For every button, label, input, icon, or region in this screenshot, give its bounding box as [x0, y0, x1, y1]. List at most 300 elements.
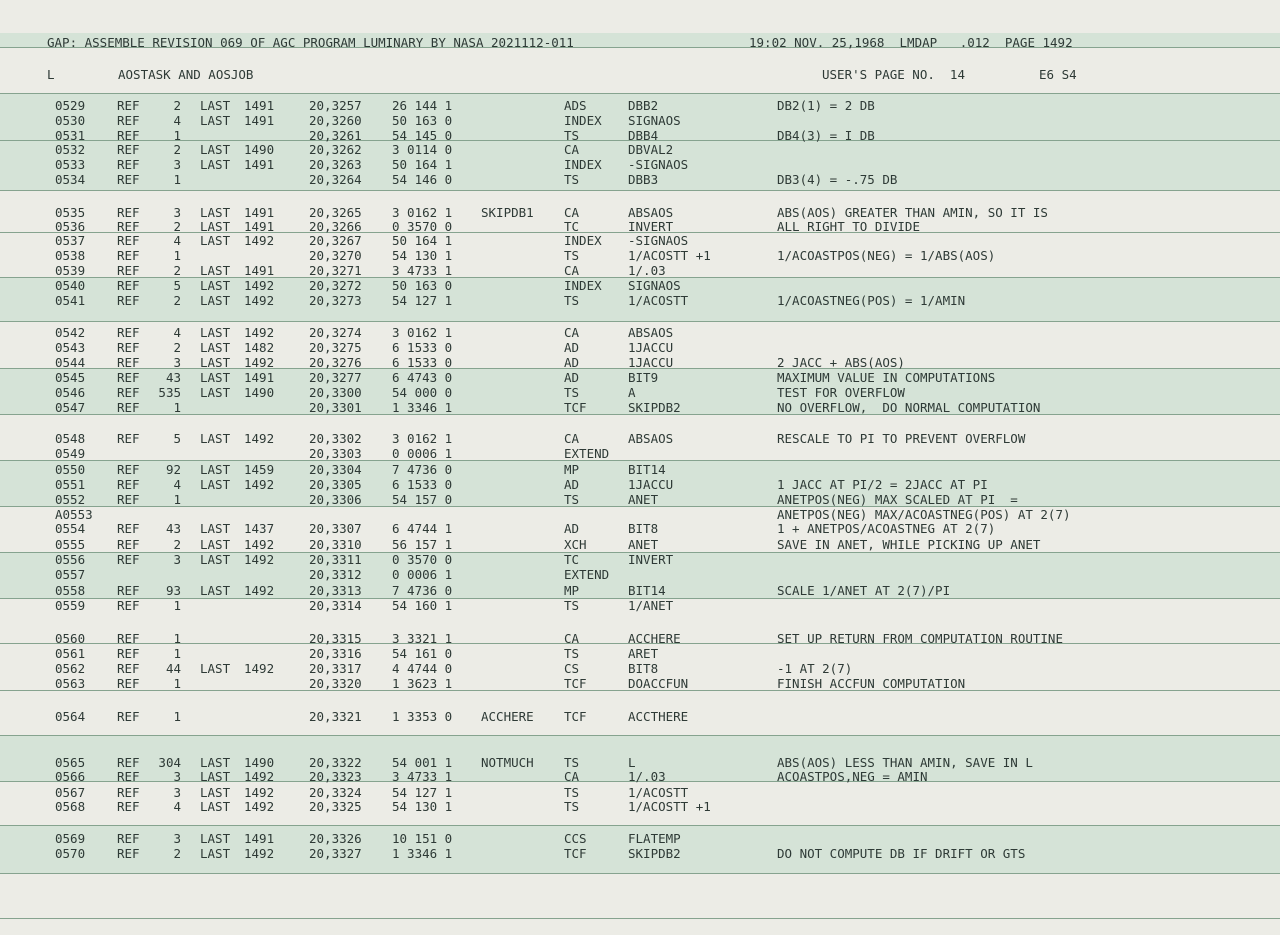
last-label: LAST — [200, 355, 231, 370]
line-number: 0569 — [55, 831, 86, 846]
opcode: CA — [564, 769, 580, 784]
paper-rule — [0, 93, 1280, 94]
opcode: TC — [564, 552, 580, 567]
operand: -SIGNAOS — [628, 157, 689, 172]
operand: BIT14 — [628, 462, 666, 477]
opcode: TS — [564, 646, 580, 661]
opcode: TCF — [564, 709, 587, 724]
last-page: 1492 — [244, 477, 275, 492]
address: 20,3301 — [309, 400, 362, 415]
machine-word: 10 151 0 — [392, 831, 453, 846]
last-label: LAST — [200, 431, 231, 446]
operand: 1JACCU — [628, 477, 674, 492]
address: 20,3274 — [309, 325, 362, 340]
ref-label: REF — [117, 676, 140, 691]
last-page: 1491 — [244, 205, 275, 220]
ref-count: 535 — [158, 385, 181, 400]
ref-label: REF — [117, 113, 140, 128]
ref-count: 43 — [165, 370, 181, 385]
address: 20,3276 — [309, 355, 362, 370]
last-page: 1492 — [244, 431, 275, 446]
comment: MAXIMUM VALUE IN COMPUTATIONS — [777, 370, 996, 385]
opcode: INDEX — [564, 233, 602, 248]
comment: ALL RIGHT TO DIVIDE — [777, 219, 920, 234]
address: 20,3316 — [309, 646, 362, 661]
last-label: LAST — [200, 477, 231, 492]
last-page: 1492 — [244, 785, 275, 800]
last-page: 1491 — [244, 831, 275, 846]
address: 20,3315 — [309, 631, 362, 646]
ref-count: 43 — [165, 521, 181, 536]
line-number: 0544 — [55, 355, 86, 370]
operand: BIT14 — [628, 583, 666, 598]
operand: 1/ACOSTT +1 — [628, 799, 711, 814]
ref-count: 3 — [173, 769, 181, 784]
machine-word: 54 001 1 — [392, 755, 453, 770]
comment: 1/ACOASTPOS(NEG) = 1/ABS(AOS) — [777, 248, 996, 263]
ref-label: REF — [117, 462, 140, 477]
comment: DB3(4) = -.75 DB — [777, 172, 898, 187]
line-number: 0535 — [55, 205, 86, 220]
operand: SIGNAOS — [628, 278, 681, 293]
machine-word: 54 157 0 — [392, 492, 453, 507]
ref-count: 3 — [173, 157, 181, 172]
opcode: CA — [564, 263, 580, 278]
opcode: INDEX — [564, 278, 602, 293]
opcode: CS — [564, 661, 580, 676]
machine-word: 54 130 1 — [392, 248, 453, 263]
line-number: 0533 — [55, 157, 86, 172]
operand: INVERT — [628, 219, 674, 234]
last-label: LAST — [200, 583, 231, 598]
opcode: TS — [564, 492, 580, 507]
line-number: 0539 — [55, 263, 86, 278]
address: 20,3322 — [309, 755, 362, 770]
last-page: 1492 — [244, 293, 275, 308]
line-number: 0532 — [55, 142, 86, 157]
paper-rule — [0, 918, 1280, 919]
address: 20,3326 — [309, 831, 362, 846]
address: 20,3265 — [309, 205, 362, 220]
ref-label: REF — [117, 400, 140, 415]
line-number: 0562 — [55, 661, 86, 676]
last-page: 1492 — [244, 552, 275, 567]
ref-label: REF — [117, 98, 140, 113]
line-number: 0554 — [55, 521, 86, 536]
operand: SIGNAOS — [628, 113, 681, 128]
line-number: 0568 — [55, 799, 86, 814]
last-label: LAST — [200, 799, 231, 814]
address: 20,3313 — [309, 583, 362, 598]
last-page: 1492 — [244, 661, 275, 676]
operand: ABSAOS — [628, 431, 674, 446]
line-number: 0552 — [55, 492, 86, 507]
comment: FINISH ACCFUN COMPUTATION — [777, 676, 966, 691]
opcode: AD — [564, 340, 580, 355]
line-number: 0549 — [55, 446, 86, 461]
ref-count: 304 — [158, 755, 181, 770]
code-label: SKIPDB1 — [481, 205, 534, 220]
opcode: TS — [564, 755, 580, 770]
machine-word: 0 3570 0 — [392, 219, 453, 234]
last-page: 1491 — [244, 157, 275, 172]
ref-label: REF — [117, 477, 140, 492]
opcode: INDEX — [564, 113, 602, 128]
last-label: LAST — [200, 521, 231, 536]
ref-label: REF — [117, 755, 140, 770]
opcode: EXTEND — [564, 567, 610, 582]
paper-rule — [0, 735, 1280, 736]
ref-label: REF — [117, 631, 140, 646]
opcode: EXTEND — [564, 446, 610, 461]
address: 20,3302 — [309, 431, 362, 446]
ref-count: 3 — [173, 785, 181, 800]
ref-label: REF — [117, 205, 140, 220]
opcode: TS — [564, 385, 580, 400]
ref-count: 93 — [165, 583, 181, 598]
paper-rule — [0, 825, 1280, 826]
last-page: 1437 — [244, 521, 275, 536]
opcode: CA — [564, 431, 580, 446]
ref-label: REF — [117, 492, 140, 507]
last-label: LAST — [200, 462, 231, 477]
ref-count: 1 — [173, 598, 181, 613]
ref-count: 1 — [173, 492, 181, 507]
machine-word: 3 0114 0 — [392, 142, 453, 157]
last-page: 1492 — [244, 583, 275, 598]
line-number: 0545 — [55, 370, 86, 385]
line-number: 0534 — [55, 172, 86, 187]
line-number: 0566 — [55, 769, 86, 784]
ref-count: 4 — [173, 799, 181, 814]
last-label: LAST — [200, 142, 231, 157]
comment: ANETPOS(NEG) MAX/ACOASTNEG(POS) AT 2(7) — [777, 507, 1071, 522]
machine-word: 7 4736 0 — [392, 462, 453, 477]
comment: DO NOT COMPUTE DB IF DRIFT OR GTS — [777, 846, 1026, 861]
operand: BIT9 — [628, 370, 659, 385]
paper-rule — [0, 873, 1280, 874]
page-code: E6 S4 — [1039, 67, 1077, 82]
paper-rule — [0, 460, 1280, 461]
operand: 1/ANET — [628, 598, 674, 613]
address: 20,3327 — [309, 846, 362, 861]
section-title: AOSTASK AND AOSJOB — [118, 67, 254, 82]
line-number: 0546 — [55, 385, 86, 400]
opcode: AD — [564, 477, 580, 492]
opcode: TCF — [564, 676, 587, 691]
line-number: 0548 — [55, 431, 86, 446]
paper-rule — [0, 321, 1280, 322]
line-number: 0560 — [55, 631, 86, 646]
ref-label: REF — [117, 831, 140, 846]
ref-count: 4 — [173, 113, 181, 128]
last-label: LAST — [200, 233, 231, 248]
machine-word: 0 0006 1 — [392, 446, 453, 461]
comment: ABS(AOS) LESS THAN AMIN, SAVE IN L — [777, 755, 1033, 770]
address: 20,3306 — [309, 492, 362, 507]
opcode: CA — [564, 142, 580, 157]
machine-word: 50 163 0 — [392, 113, 453, 128]
line-number: 0530 — [55, 113, 86, 128]
ref-label: REF — [117, 370, 140, 385]
ref-label: REF — [117, 142, 140, 157]
opcode: MP — [564, 583, 580, 598]
last-page: 1490 — [244, 385, 275, 400]
ref-label: REF — [117, 293, 140, 308]
ref-label: REF — [117, 598, 140, 613]
ref-label: REF — [117, 769, 140, 784]
operand: DBB3 — [628, 172, 659, 187]
last-label: LAST — [200, 325, 231, 340]
last-page: 1492 — [244, 233, 275, 248]
last-label: LAST — [200, 552, 231, 567]
address: 20,3324 — [309, 785, 362, 800]
line-number: 0537 — [55, 233, 86, 248]
address: 20,3261 — [309, 128, 362, 143]
machine-word: 50 164 1 — [392, 233, 453, 248]
opcode: CA — [564, 205, 580, 220]
ref-label: REF — [117, 709, 140, 724]
operand: 1JACCU — [628, 355, 674, 370]
operand: DBVAL2 — [628, 142, 674, 157]
ref-label: REF — [117, 799, 140, 814]
last-label: LAST — [200, 157, 231, 172]
address: 20,3303 — [309, 446, 362, 461]
last-page: 1491 — [244, 370, 275, 385]
machine-word: 4 4744 0 — [392, 661, 453, 676]
operand: SKIPDB2 — [628, 846, 681, 861]
opcode: TCF — [564, 400, 587, 415]
comment: 1 JACC AT PI/2 = 2JACC AT PI — [777, 477, 988, 492]
comment: 1 + ANETPOS/ACOASTNEG AT 2(7) — [777, 521, 996, 536]
ref-label: REF — [117, 661, 140, 676]
last-page: 1492 — [244, 769, 275, 784]
machine-word: 54 161 0 — [392, 646, 453, 661]
comment: ABS(AOS) GREATER THAN AMIN, SO IT IS — [777, 205, 1048, 220]
last-label: LAST — [200, 263, 231, 278]
comment: ACOASTPOS,NEG = AMIN — [777, 769, 928, 784]
ref-count: 2 — [173, 340, 181, 355]
address: 20,3266 — [309, 219, 362, 234]
machine-word: 1 3346 1 — [392, 400, 453, 415]
line-number: 0543 — [55, 340, 86, 355]
line-number: 0564 — [55, 709, 86, 724]
ref-count: 3 — [173, 552, 181, 567]
ref-label: REF — [117, 431, 140, 446]
address: 20,3273 — [309, 293, 362, 308]
machine-word: 6 1533 0 — [392, 355, 453, 370]
ref-count: 92 — [165, 462, 181, 477]
machine-word: 1 3623 1 — [392, 676, 453, 691]
address: 20,3321 — [309, 709, 362, 724]
opcode: AD — [564, 370, 580, 385]
opcode: AD — [564, 521, 580, 536]
comment: SCALE 1/ANET AT 2(7)/PI — [777, 583, 951, 598]
opcode: CA — [564, 631, 580, 646]
address: 20,3257 — [309, 98, 362, 113]
line-number: 0531 — [55, 128, 86, 143]
line-number: 0565 — [55, 755, 86, 770]
address: 20,3310 — [309, 537, 362, 552]
line-number: 0551 — [55, 477, 86, 492]
line-number: 0559 — [55, 598, 86, 613]
operand: ABSAOS — [628, 205, 674, 220]
ref-count: 2 — [173, 537, 181, 552]
operand: 1/.03 — [628, 769, 666, 784]
operand: BIT8 — [628, 661, 659, 676]
comment: 2 JACC + ABS(AOS) — [777, 355, 905, 370]
operand: ARET — [628, 646, 659, 661]
line-number: 0529 — [55, 98, 86, 113]
line-number: 0558 — [55, 583, 86, 598]
machine-word: 7 4736 0 — [392, 583, 453, 598]
ref-label: REF — [117, 385, 140, 400]
operand: A — [628, 385, 636, 400]
ref-count: 2 — [173, 142, 181, 157]
last-page: 1459 — [244, 462, 275, 477]
ref-count: 1 — [173, 248, 181, 263]
code-label: ACCHERE — [481, 709, 534, 724]
machine-word: 50 164 1 — [392, 157, 453, 172]
line-number: 0550 — [55, 462, 86, 477]
ref-label: REF — [117, 325, 140, 340]
address: 20,3263 — [309, 157, 362, 172]
ref-label: REF — [117, 355, 140, 370]
last-label: LAST — [200, 785, 231, 800]
operand: BIT8 — [628, 521, 659, 536]
opcode: MP — [564, 462, 580, 477]
ref-label: REF — [117, 846, 140, 861]
ref-label: REF — [117, 552, 140, 567]
code-label: NOTMUCH — [481, 755, 534, 770]
last-page: 1491 — [244, 263, 275, 278]
operand: 1/.03 — [628, 263, 666, 278]
opcode: TCF — [564, 846, 587, 861]
ref-count: 2 — [173, 98, 181, 113]
address: 20,3271 — [309, 263, 362, 278]
operand: ANET — [628, 537, 659, 552]
last-page: 1482 — [244, 340, 275, 355]
ref-count: 2 — [173, 846, 181, 861]
opcode: TS — [564, 293, 580, 308]
operand: ABSAOS — [628, 325, 674, 340]
last-page: 1491 — [244, 219, 275, 234]
operand: 1/ACOSTT — [628, 785, 689, 800]
line-number: 0561 — [55, 646, 86, 661]
opcode: TS — [564, 799, 580, 814]
ref-label: REF — [117, 583, 140, 598]
ref-count: 44 — [165, 661, 181, 676]
comment: RESCALE TO PI TO PREVENT OVERFLOW — [777, 431, 1026, 446]
ref-count: 4 — [173, 325, 181, 340]
operand: -SIGNAOS — [628, 233, 689, 248]
ref-count: 3 — [173, 831, 181, 846]
opcode: TS — [564, 785, 580, 800]
ref-count: 2 — [173, 263, 181, 278]
address: 20,3275 — [309, 340, 362, 355]
ref-label: REF — [117, 263, 140, 278]
line-number: 0538 — [55, 248, 86, 263]
last-page: 1492 — [244, 278, 275, 293]
operand: ACCHERE — [628, 631, 681, 646]
last-label: LAST — [200, 661, 231, 676]
last-label: LAST — [200, 340, 231, 355]
ref-label: REF — [117, 219, 140, 234]
line-number: 0542 — [55, 325, 86, 340]
address: 20,3314 — [309, 598, 362, 613]
ref-count: 5 — [173, 431, 181, 446]
last-label: LAST — [200, 831, 231, 846]
address: 20,3267 — [309, 233, 362, 248]
address: 20,3277 — [309, 370, 362, 385]
comment: DB4(3) = I DB — [777, 128, 875, 143]
ref-count: 2 — [173, 293, 181, 308]
opcode: TS — [564, 248, 580, 263]
ref-count: 1 — [173, 646, 181, 661]
assembly-title: GAP: ASSEMBLE REVISION 069 OF AGC PROGRAM LUMINARY BY NASA 2021112-011 — [47, 35, 574, 50]
last-page: 1492 — [244, 325, 275, 340]
operand: FLATEMP — [628, 831, 681, 846]
machine-word: 6 1533 0 — [392, 340, 453, 355]
opcode: XCH — [564, 537, 587, 552]
operand: ANET — [628, 492, 659, 507]
machine-word: 0 3570 0 — [392, 552, 453, 567]
ref-count: 1 — [173, 172, 181, 187]
operand: 1JACCU — [628, 340, 674, 355]
line-number: 0536 — [55, 219, 86, 234]
address: 20,3264 — [309, 172, 362, 187]
machine-word: 1 3346 1 — [392, 846, 453, 861]
line-number: 0567 — [55, 785, 86, 800]
ref-count: 4 — [173, 233, 181, 248]
ref-count: 1 — [173, 128, 181, 143]
ref-count: 3 — [173, 205, 181, 220]
machine-word: 3 0162 1 — [392, 205, 453, 220]
comment: TEST FOR OVERFLOW — [777, 385, 905, 400]
last-page: 1492 — [244, 846, 275, 861]
opcode: ADS — [564, 98, 587, 113]
ref-count: 4 — [173, 477, 181, 492]
comment: SET UP RETURN FROM COMPUTATION ROUTINE — [777, 631, 1063, 646]
machine-word: 3 4733 1 — [392, 263, 453, 278]
machine-word: 1 3353 0 — [392, 709, 453, 724]
comment: DB2(1) = 2 DB — [777, 98, 875, 113]
machine-word: 54 160 1 — [392, 598, 453, 613]
last-label: LAST — [200, 219, 231, 234]
address: 20,3260 — [309, 113, 362, 128]
ref-count: 1 — [173, 400, 181, 415]
last-page: 1492 — [244, 355, 275, 370]
opcode: INDEX — [564, 157, 602, 172]
ref-label: REF — [117, 233, 140, 248]
address: 20,3312 — [309, 567, 362, 582]
line-number: 0563 — [55, 676, 86, 691]
last-label: LAST — [200, 98, 231, 113]
operand: INVERT — [628, 552, 674, 567]
opcode: TS — [564, 598, 580, 613]
user-page-number: USER'S PAGE NO. 14 — [822, 67, 965, 82]
operand: 1/ACOSTT +1 — [628, 248, 711, 263]
address: 20,3317 — [309, 661, 362, 676]
line-number: 0541 — [55, 293, 86, 308]
address: 20,3270 — [309, 248, 362, 263]
last-label: LAST — [200, 385, 231, 400]
last-page: 1492 — [244, 799, 275, 814]
machine-word: 54 127 1 — [392, 293, 453, 308]
ref-count: 1 — [173, 709, 181, 724]
last-label: LAST — [200, 278, 231, 293]
operand: DOACCFUN — [628, 676, 689, 691]
